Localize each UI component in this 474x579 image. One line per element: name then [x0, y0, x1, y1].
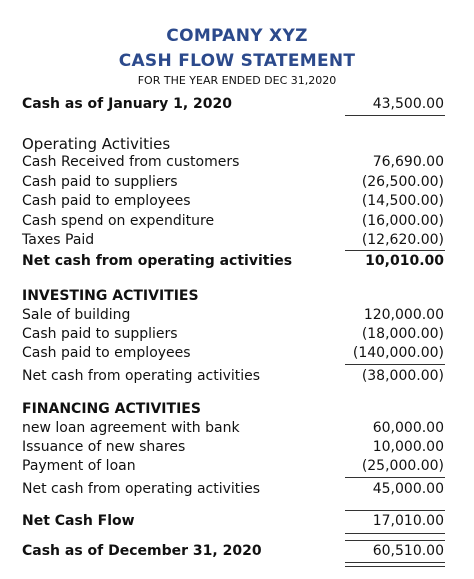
net-cash-flow-label: Net Cash Flow: [22, 513, 135, 529]
closing-double-underline-2: [345, 566, 445, 567]
investing-subtotal-line: [345, 364, 445, 365]
opening-cash-label: Cash as of January 1, 2020: [22, 96, 232, 112]
financing-net-label: Net cash from operating activities: [22, 481, 261, 497]
closing-cash-label: Cash as of December 31, 2020: [22, 543, 262, 559]
operating-heading: Operating Activities: [22, 135, 171, 153]
operating-item-label: Cash Received from customers: [22, 154, 240, 170]
operating-item-amount: (12,620.00): [361, 232, 444, 248]
investing-item-label: Cash paid to employees: [22, 345, 191, 361]
operating-net-amount: 10,010.00: [365, 253, 444, 269]
statement-title: CASH FLOW STATEMENT: [118, 51, 356, 71]
operating-subtotal-line: [345, 250, 445, 251]
operating-item-label: Taxes Paid: [22, 232, 95, 248]
closing-double-underline-1: [345, 562, 445, 563]
investing-heading: INVESTING ACTIVITIES: [22, 288, 199, 304]
operating-item-amount: 76,690.00: [372, 154, 444, 170]
financing-item-amount: 60,000.00: [372, 420, 444, 436]
operating-item-label: Cash paid to employees: [22, 193, 191, 209]
financing-item-amount: (25,000.00): [361, 458, 444, 474]
closing-cash-amount: 60,510.00: [372, 543, 444, 559]
investing-item-label: Sale of building: [22, 307, 131, 323]
investing-item-label: Cash paid to suppliers: [22, 326, 178, 342]
investing-item-amount: (18,000.00): [361, 326, 444, 342]
financing-item-label: Issuance of new shares: [22, 439, 186, 455]
closing-topline: [345, 540, 445, 541]
operating-item-amount: (26,500.00): [361, 174, 444, 190]
opening-cash-amount: 43,500.00: [372, 96, 444, 112]
financing-heading: FINANCING ACTIVITIES: [22, 401, 201, 417]
financing-net-amount: 45,000.00: [372, 481, 444, 497]
operating-item-amount: (16,000.00): [361, 213, 444, 229]
investing-net-label: Net cash from operating activities: [22, 368, 261, 384]
investing-item-amount: 120,000.00: [363, 307, 444, 323]
company-name: COMPANY XYZ: [166, 26, 308, 46]
financing-item-label: new loan agreement with bank: [22, 420, 240, 436]
net-cash-flow-amount: 17,010.00: [372, 513, 444, 529]
operating-item-label: Cash spend on expenditure: [22, 213, 215, 229]
net-cash-flow-underline: [345, 533, 445, 534]
investing-item-amount: (140,000.00): [352, 345, 444, 361]
operating-item-amount: (14,500.00): [361, 193, 444, 209]
operating-net-label: Net cash from operating activities: [22, 253, 293, 269]
financing-item-label: Payment of loan: [22, 458, 136, 474]
investing-net-amount: (38,000.00): [361, 368, 444, 384]
net-cash-flow-topline: [345, 510, 445, 511]
opening-underline: [345, 115, 445, 116]
financing-subtotal-line: [345, 477, 445, 478]
operating-item-label: Cash paid to suppliers: [22, 174, 178, 190]
financing-item-amount: 10,000.00: [372, 439, 444, 455]
statement-period: FOR THE YEAR ENDED DEC 31,2020: [137, 74, 337, 87]
